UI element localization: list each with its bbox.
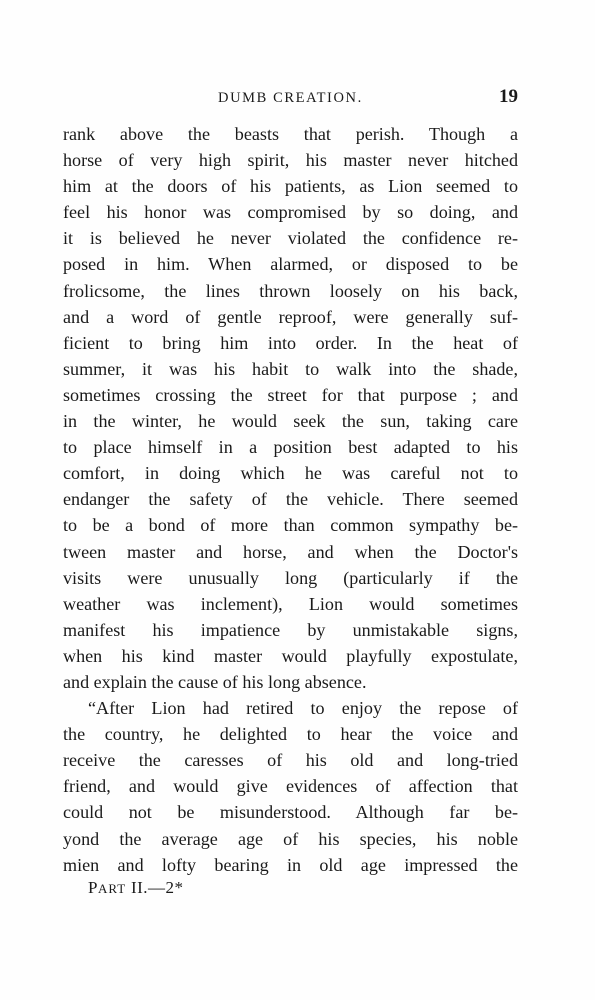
text-line: feel his honor was compromised by so doing, and — [63, 202, 518, 223]
text-line: the country, he delighted to hear the voice and — [63, 724, 518, 745]
text-line: manifest his impatience by unmistakable signs, — [63, 619, 518, 640]
text-line: frolicsome, the lines thrown loosely on his back, — [63, 280, 518, 301]
signature-smallcaps: ART — [97, 881, 127, 896]
text-line: mien and lofty bearing in old age impressed the — [63, 854, 518, 875]
text-line: it is believed he never violated the confidence re- — [63, 228, 518, 249]
text-line: to place himself in a position best adapted to his — [63, 437, 518, 458]
signature-mark — [88, 878, 184, 898]
text-line: weather was inclement), Lion would sometimes — [63, 593, 518, 614]
text-line: could not be misunderstood. Although far be- — [63, 802, 518, 823]
text-line: yond the average age of his species, his noble — [63, 828, 518, 849]
running-head — [63, 86, 518, 110]
text-line: rank above the beasts that perish. Though a — [63, 124, 518, 144]
body-text — [63, 121, 518, 878]
paragraph-start-line: “After Lion had retired to enjoy the repose of — [88, 698, 518, 719]
text-line: sometimes crossing the street for that purpose ; and — [63, 384, 518, 405]
text-line: endanger the safety of the vehicle. There seemed — [63, 489, 518, 510]
text-line: friend, and would give evidences of affection that — [63, 776, 518, 797]
signature-initial: P — [88, 878, 98, 897]
text-line: summer, it was his habit to walk into the shade, — [63, 358, 518, 379]
text-line: him at the doors of his patients, as Lion seemed to — [63, 176, 518, 197]
text-line: and a word of gentle reproof, were generally suf- — [63, 306, 518, 327]
text-line: to be a bond of more than common sympathy be- — [63, 515, 518, 536]
signature-rest: II.—2* — [126, 878, 184, 897]
text-line: comfort, in doing which he was careful not to — [63, 463, 518, 484]
text-line: in the winter, he would seek the sun, taking care — [63, 411, 518, 432]
running-title: DUMB CREATION. — [218, 90, 363, 106]
paragraph-end-line: and explain the cause of his long absence. — [63, 671, 367, 692]
text-line: horse of very high spirit, his master never hitched — [63, 150, 518, 171]
page-number: 19 — [499, 86, 518, 107]
text-line: visits were unusually long (particularly if the — [63, 567, 518, 588]
text-line: receive the caresses of his old and long-tried — [63, 750, 518, 771]
text-line: tween master and horse, and when the Doctor's — [63, 541, 518, 562]
text-line: when his kind master would playfully expostulate, — [63, 645, 518, 666]
text-line: posed in him. When alarmed, or disposed to be — [63, 254, 518, 275]
text-line: ficient to bring him into order. In the heat of — [63, 332, 518, 353]
